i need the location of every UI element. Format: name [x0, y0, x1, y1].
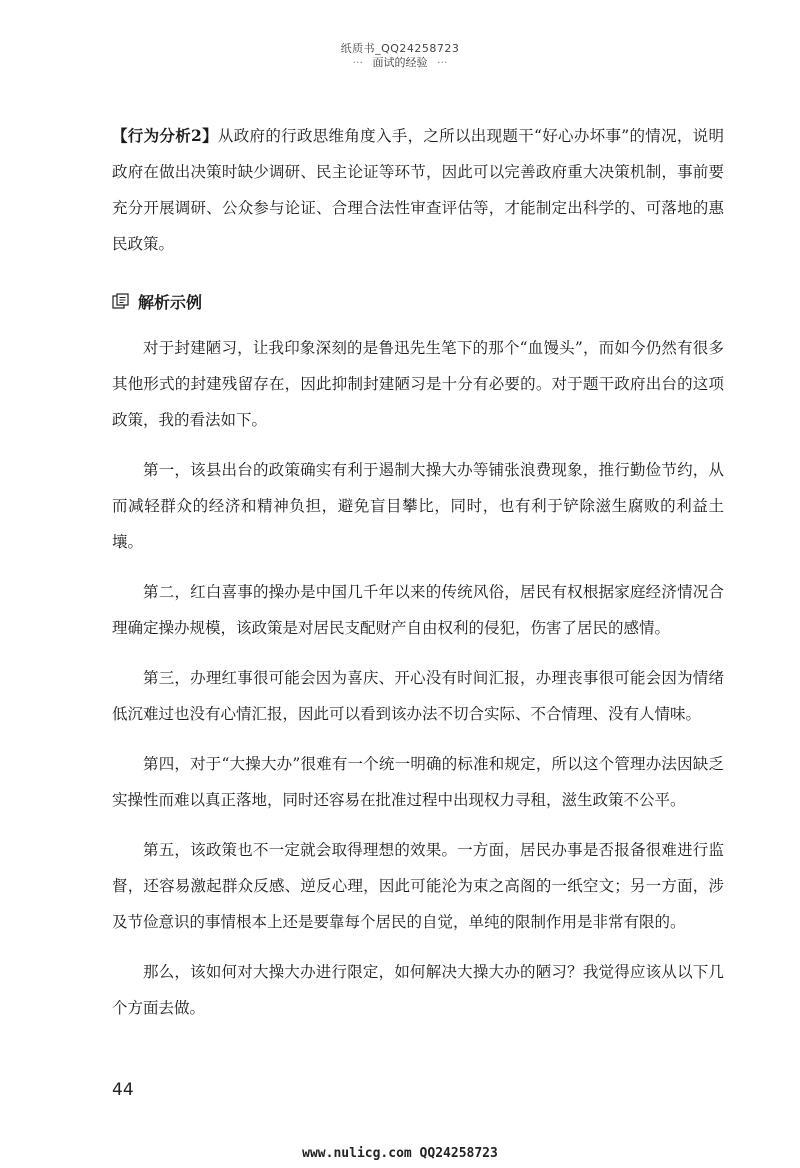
body-paragraph: 第四，对于“大操大办”很难有一个统一明确的标准和规定，所以这个管理办法因缺乏实操性而难以真正落地，同时还容易在批准过程中出现权力寻租，滋生政策不公平。 — [112, 755, 724, 809]
header-dots-left: ··· — [352, 56, 363, 69]
document-icon — [112, 293, 130, 309]
running-header — [0, 54, 800, 70]
section-heading-title: 解析示例 — [138, 292, 203, 312]
running-header-title: 面试的经验 — [372, 56, 428, 69]
body-paragraph: 对于封建陋习，让我印象深刻的是鲁迅先生笔下的那个“血馒头”，而如今仍然有很多其他形式的封建残留存在，因此抑制封建陋习是十分有必要的。对于题干政府出台的这项政策，我的看法如下。 — [112, 339, 724, 429]
header-watermark: 纸质书_QQ24258723 — [340, 42, 460, 55]
header-dots-right: ··· — [437, 56, 448, 69]
body-paragraph: 那么，该如何对大操大办进行限定，如何解决大操大办的陋习？我觉得应该从以下几个方面去做。 — [112, 963, 724, 1017]
body-paragraph: 第五，该政策也不一定就会取得理想的效果。一方面，居民办事是否报备很难进行监督，还容易激起群众反感、逆反心理，因此可能沦为束之高阁的一纸空文；另一方面，涉及节俭意识的事情根本上还是要靠每个居民的自觉，单纯的限制作用是非常有限的。 — [112, 841, 724, 931]
body-paragraph: 第三，办理红事很可能会因为喜庆、开心没有时间汇报，办理丧事很可能会因为情绪低沉难过也没有心情汇报，因此可以看到该办法不切合实际、不合情理、没有人情味。 — [112, 669, 724, 723]
body-paragraph: 第二，红白喜事的操办是中国几千年以来的传统风俗，居民有权根据家庭经济情况合理确定操办规模，该政策是对居民支配财产自由权利的侵犯，伤害了居民的感情。 — [112, 583, 724, 637]
body-paragraph: 第一，该县出台的政策确实有利于遏制大操大办等铺张浪费现象，推行勤俭节约，从而减轻群众的经济和精神负担，避免盲目攀比，同时，也有利于铲除滋生腐败的利益土壤。 — [112, 461, 724, 551]
behavior-analysis-label: 【行为分析2】 — [112, 126, 218, 145]
behavior-analysis-paragraph — [112, 118, 724, 262]
page-number: 44 — [112, 1080, 134, 1100]
behavior-analysis-text: 从政府的行政思维角度入手，之所以出现题干“好心办坏事”的情况，说明政府在做出决策时缺少调研、民主论证等环节，因此可以完善政府重大决策机制，事前要充分开展调研、公众参与论证、合理合法性审查评估等，才能制定出科学的、可落地的惠民政策。 — [112, 127, 724, 253]
footer-watermark: www.nulicg.com QQ24258723 — [302, 1146, 498, 1161]
page-body — [112, 118, 724, 1040]
section-heading — [112, 284, 724, 318]
